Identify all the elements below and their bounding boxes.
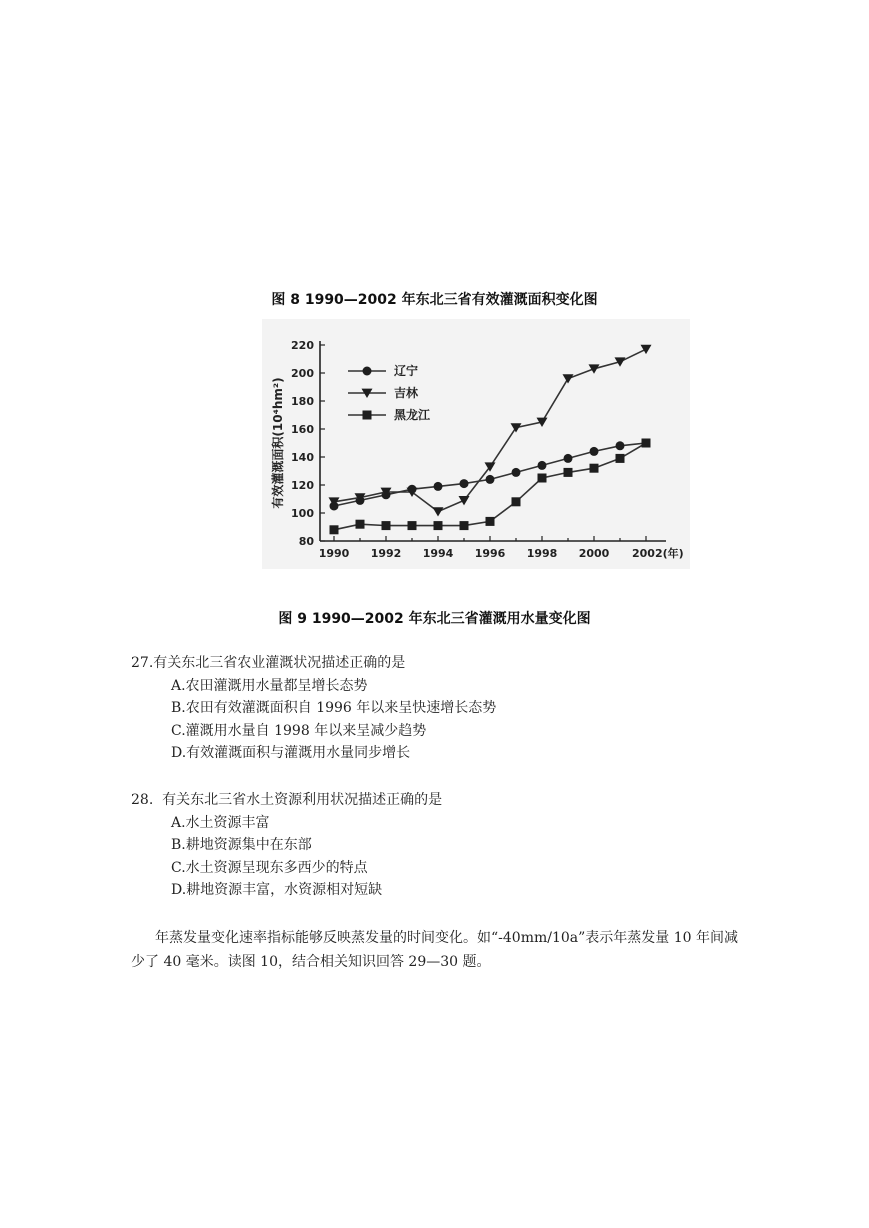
question-stem: 28. 有关东北三省水土资源利用状况描述正确的是: [131, 792, 443, 808]
y-tick-label: 100: [291, 507, 314, 520]
data-point: [564, 454, 573, 463]
data-point: [434, 482, 443, 491]
x-tick-label: 2000: [578, 547, 610, 560]
legend-label: 辽宁: [394, 364, 419, 378]
intro-paragraph: 年蒸发量变化速率指标能够反映蒸发量的时间变化。如“-40mm/10a”表示年蒸发量 10 年间减少了 40 毫米。读图 10，结合相关知识回答 29—30 题。: [131, 930, 739, 970]
x-tick-label: 1998: [526, 547, 558, 560]
data-point: [460, 521, 469, 530]
option-c: C.灌溉用水量自 1998 年以来呈减少趋势: [171, 722, 427, 739]
data-point: [590, 464, 599, 473]
figure-9-caption: 图 9 1990—2002 年东北三省灌溉用水量变化图: [278, 611, 591, 627]
question-28: [131, 789, 442, 902]
data-point: [564, 468, 573, 477]
irrigation-area-chart: [262, 319, 690, 569]
data-point: [356, 520, 365, 529]
legend-marker: [363, 367, 372, 376]
chart-background: [262, 319, 690, 569]
data-point: [486, 517, 495, 526]
data-point: [538, 474, 547, 483]
option-a: A.农田灌溉用水量都呈增长态势: [171, 677, 368, 694]
legend-label: 黑龙江: [394, 408, 431, 422]
data-point: [512, 468, 521, 477]
data-point: [460, 479, 469, 488]
data-point: [382, 521, 391, 530]
y-tick-label: 200: [291, 367, 314, 380]
data-point: [408, 521, 417, 530]
legend-label: 吉林: [394, 386, 419, 400]
x-tick-label: 1994: [422, 547, 454, 560]
x-tick-label: 2002(年): [632, 547, 684, 560]
figure-8-caption: 图 8 1990—2002 年东北三省有效灌溉面积变化图: [271, 292, 598, 308]
data-point: [486, 475, 495, 484]
x-tick-label: 1990: [318, 547, 350, 560]
option-a: A.水土资源丰富: [171, 814, 270, 831]
question-stem: 27.有关东北三省农业灌溉状况描述正确的是: [131, 655, 406, 671]
option-b: B.农田有效灌溉面积自 1996 年以来呈快速增长态势: [171, 700, 497, 716]
option-d: D.耕地资源丰富，水资源相对短缺: [171, 882, 383, 898]
data-point: [434, 521, 443, 530]
data-point: [512, 497, 521, 506]
data-point: [330, 525, 339, 534]
data-point: [616, 441, 625, 450]
legend-marker: [363, 411, 372, 420]
question-27: [131, 652, 496, 765]
option-b: B.耕地资源集中在东部: [171, 837, 312, 853]
data-point: [616, 454, 625, 463]
y-tick-label: 220: [291, 339, 314, 352]
data-point: [538, 461, 547, 470]
data-point: [590, 447, 599, 456]
y-axis-label: 有效灌溉面积(10⁴hm²): [271, 377, 285, 509]
x-tick-label: 1992: [370, 547, 402, 560]
x-tick-label: 1996: [474, 547, 506, 560]
option-c: C.水土资源呈现东多西少的特点: [171, 859, 368, 876]
data-point: [642, 439, 651, 448]
y-tick-label: 140: [291, 451, 314, 464]
y-tick-label: 80: [298, 535, 314, 548]
y-tick-label: 180: [291, 395, 314, 408]
option-d: D.有效灌溉面积与灌溉用水量同步增长: [171, 745, 411, 761]
y-tick-label: 160: [291, 423, 314, 436]
y-tick-label: 120: [291, 479, 314, 492]
